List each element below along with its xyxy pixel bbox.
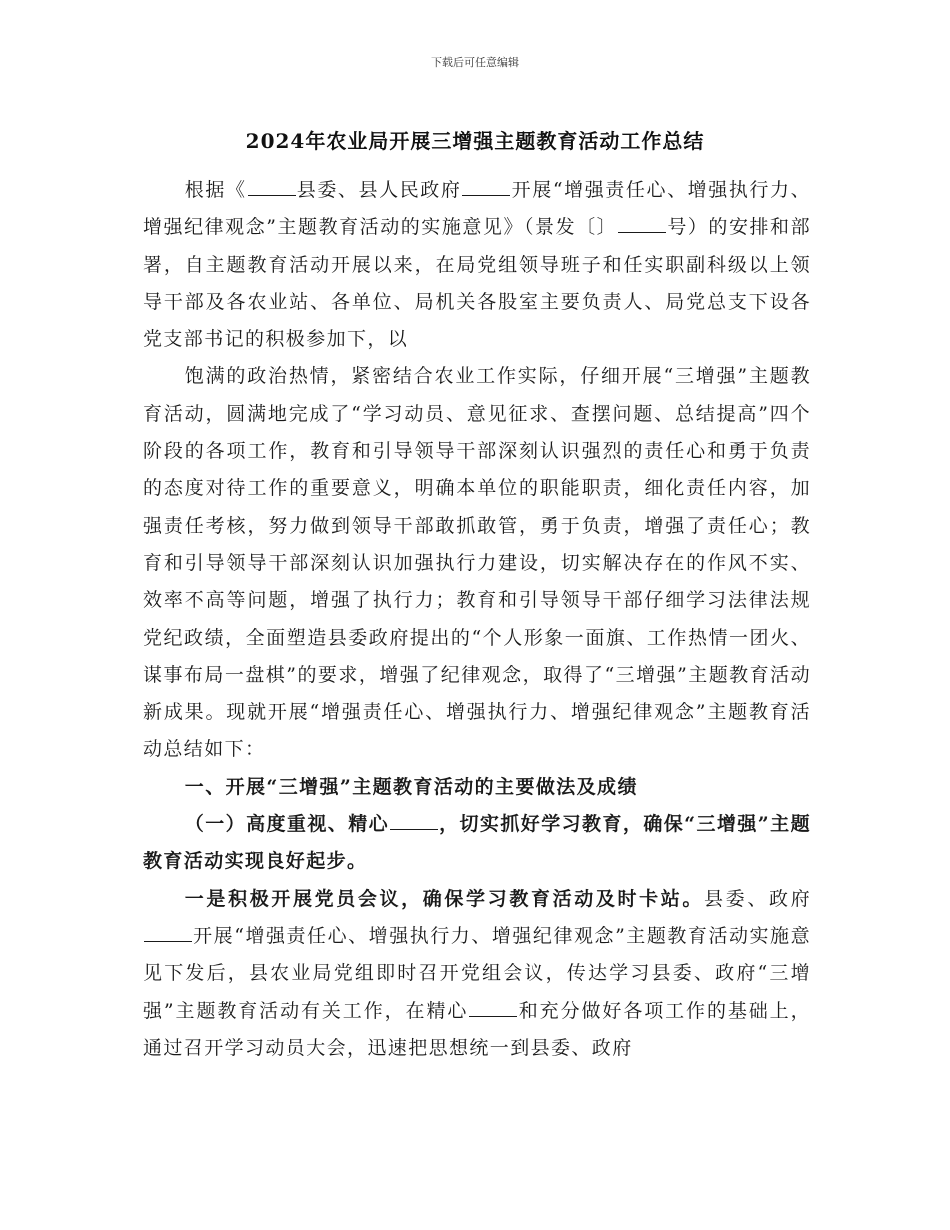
text-run: （一）高度重视、精心	[184, 813, 390, 836]
text-run: 和充分做好各项工作的基础上，通过召开学习动员大会，迅速把思想统一到县委、政府	[143, 999, 811, 1059]
header-note: 下载后可任意编辑	[431, 56, 519, 69]
subsection-heading-1	[143, 806, 811, 881]
document-body	[143, 172, 811, 1067]
text-run: 县委、政府	[704, 887, 811, 910]
text-run: 开展“增强责任心、增强执行力、增强纪律观念”主题教育活动实施意见下发后，县农业局党组即时召开党组会议，传达学习县委、政府“三增强”主题教育活动有关工作，在精心	[143, 924, 811, 1022]
text-run: 号）的安排和部署，自主题教育活动开展以来，在局党组领导班子和任实职副科级以上领导干部及各农业站、各单位、局机关各股室主要负责人、局党总支下设各党支部书记的积极参加下，以	[143, 216, 811, 351]
blank-underline	[462, 194, 510, 196]
blank-underline	[469, 1015, 517, 1017]
blank-underline	[618, 231, 666, 233]
blank-underline	[390, 828, 438, 830]
blank-underline	[144, 940, 192, 942]
paragraph-intro	[143, 172, 811, 358]
document-title: 2024年农业局开展三增强主题教育活动工作总结	[245, 129, 705, 153]
section-heading-1: 一、开展“三增强”主题教育活动的主要做法及成绩	[184, 775, 638, 798]
text-run: 县委、县人民政府	[296, 179, 462, 201]
blank-underline	[248, 194, 296, 196]
text-run: 根据《	[184, 179, 247, 201]
paragraph-summary: 饱满的政治热情，紧密结合农业工作实际，仔细开展“三增强”主题教育活动，圆满地完成了“学习动员、意见征求、查摆问题、总结提高”四个阶段的各项工作，教育和引导领导干部深刻认识强烈的责任心和勇于负责的态度对待工作的重要意义，明确本单位的职能职责，细化责任内容，加强责任考核，努力做到领导干部敢抓敢管，勇于负责，增强了责任心；教育和引导领导干部深刻认识加强执行力建设，切实解决存在的作风不实、效率不高等问题，增强了执行力；教育和引导领导干部仔细学习法律法规党纪政绩，全面塑造县委政府提出的“个人形象一面旗、工作热情一团火、谋事布局一盘棋”的要求，增强了纪律观念，取得了“三增强”主题教育活动新成果。现就开展“增强责任心、增强执行力、增强纪律观念”主题教育活动总结如下：	[143, 365, 811, 761]
text-run: 开展“增强责任心、增强执行力、增强纪律观念”主题教育活动的实施意见》（景发〔〕	[143, 179, 812, 239]
lead-sentence: 一是积极开展党员会议，确保学习教育活动及时卡站。	[184, 887, 705, 910]
text-run: ，切实抓好学习教育，确保“三增强”主题教育活动实现良好起步。	[143, 813, 811, 873]
paragraph-point-one	[143, 881, 811, 1067]
